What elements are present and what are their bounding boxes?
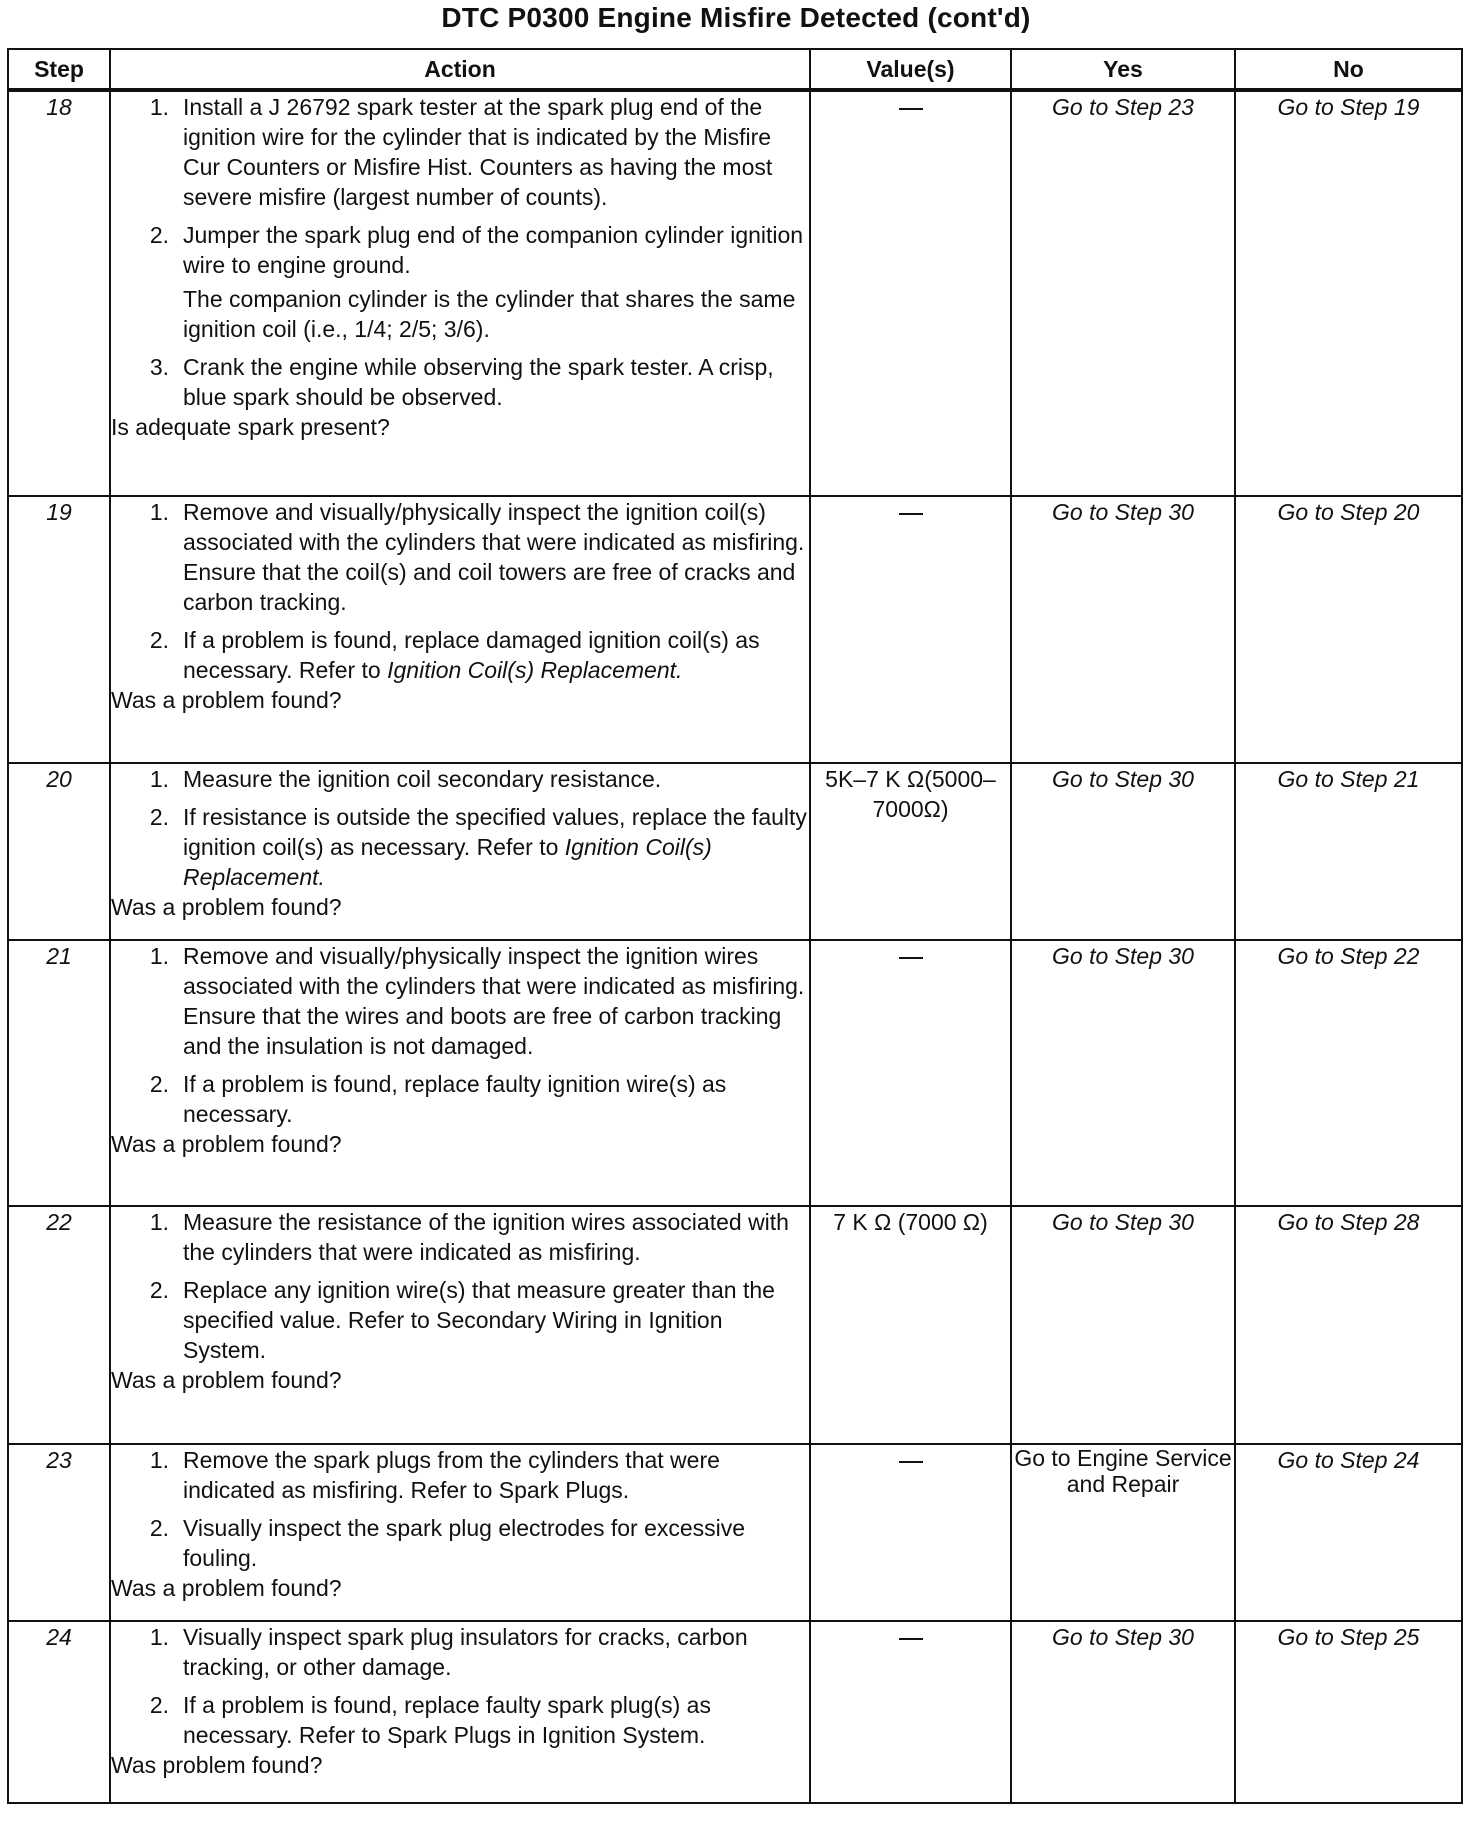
yes-cell: Go to Step 30 [1011,940,1235,1206]
action-item: 1. Remove the spark plugs from the cylinders that were indicated as misfiring. Refer to Spark Plugs. [149,1447,720,1503]
reference-link[interactable]: Ignition Coil(s) Replacement. [183,834,712,890]
column-header-no: No [1235,49,1462,90]
action-item: 2. Visually inspect the spark plug electrodes for excessive fouling. [149,1515,746,1571]
yes-cell: Go to Step 30 [1011,496,1235,763]
value-dash [899,108,923,110]
action-item: 1. Remove and visually/physically inspect the ignition wires associated with the cylinders that were indicated as misfiring. Ensure that the wires and boots are free of carbon tracking and the insulation is not damaged. [149,943,805,1059]
step-number: 19 [8,496,110,763]
action-cell [110,90,810,496]
step-number: 22 [8,1206,110,1444]
column-header-yes: Yes [1011,49,1235,90]
reference-link[interactable]: Ignition Coil(s) Replacement. [387,657,683,683]
action-item: 1. Visually inspect spark plug insulators for cracks, carbon tracking, or other damage. [149,1624,748,1680]
action-note: The companion cylinder is the cylinder that shares the same ignition coil (i.e., 1/4; 2/5; 3/6). [183,286,796,342]
yes-cell: Go to Step 30 [1011,1206,1235,1444]
no-cell: Go to Step 21 [1235,763,1462,940]
value-cell [810,90,1011,496]
value-cell [810,940,1011,1206]
action-item: 1. Measure the resistance of the ignition wires associated with the cylinders that were indicated as misfiring. [149,1209,789,1265]
action-cell [110,1206,810,1444]
column-header-action: Action [110,49,810,90]
diagnostic-table [7,48,1463,1804]
yes-cell: Go to Engine Service and Repair [1011,1444,1235,1621]
table-row [8,763,1462,940]
action-item: 2. If a problem is found, replace damaged ignition coil(s) as necessary. Refer to Ignition Coil(s) Replacement. [149,627,760,683]
action-question: Is adequate spark present? [111,414,390,440]
step-number: 23 [8,1444,110,1621]
column-header-step: Step [8,49,110,90]
step-number: 24 [8,1621,110,1803]
action-question: Was a problem found? [111,1367,342,1393]
no-cell: Go to Step 28 [1235,1206,1462,1444]
step-number: 20 [8,763,110,940]
yes-cell: Go to Step 30 [1011,1621,1235,1803]
action-item: 2. If a problem is found, replace faulty spark plug(s) as necessary. Refer to Spark Plugs in Ignition System. [149,1692,711,1748]
value-dash [899,513,923,515]
yes-cell: Go to Step 23 [1011,90,1235,496]
action-item: 2. Jumper the spark plug end of the companion cylinder ignition wire to engine ground. [149,222,804,278]
table-row [8,1444,1462,1621]
step-number: 21 [8,940,110,1206]
step-number: 18 [8,90,110,496]
table-row [8,496,1462,763]
action-question: Was a problem found? [111,687,342,713]
action-question: Was a problem found? [111,1131,342,1157]
action-item: 2. If resistance is outside the specified values, replace the faulty ignition coil(s) as necessary. Refer to Ignition Coil(s) Replacement. [149,804,807,890]
action-question: Was a problem found? [111,1575,342,1601]
value-dash [899,1461,923,1463]
table-row [8,1206,1462,1444]
action-cell [110,763,810,940]
action-item: 2. If a problem is found, replace faulty ignition wire(s) as necessary. [149,1071,727,1127]
table-row [8,90,1462,496]
action-item: 3. Crank the engine while observing the spark tester. A crisp, blue spark should be observed. [149,354,774,410]
action-cell [110,1621,810,1803]
yes-cell: Go to Step 30 [1011,763,1235,940]
action-cell [110,496,810,763]
column-header-values: Value(s) [810,49,1011,90]
value-cell: 5K–7 K Ω(5000–7000Ω) [810,763,1011,940]
table-row [8,940,1462,1206]
value-cell: 7 K Ω (7000 Ω) [810,1206,1011,1444]
page-title: DTC P0300 Engine Misfire Detected (cont'd) [441,2,1031,33]
no-cell: Go to Step 22 [1235,940,1462,1206]
value-cell [810,496,1011,763]
value-dash [899,957,923,959]
value-dash [899,1638,923,1640]
action-item: 1. Remove and visually/physically inspect the ignition coil(s) associated with the cylinders that were indicated as misfiring. Ensure that the coil(s) and coil towers are free of cracks and carbon tracking. [149,499,805,615]
action-cell [110,940,810,1206]
action-item: 2. Replace any ignition wire(s) that measure greater than the specified value. Refer to Secondary Wiring in Ignition System. [149,1277,775,1363]
value-cell [810,1444,1011,1621]
value-cell [810,1621,1011,1803]
action-item: 1. Install a J 26792 spark tester at the spark plug end of the ignition wire for the cylinder that is indicated by the Misfire Cur Counters or Misfire Hist. Counters as having the most severe misfire (largest number of counts). [149,94,773,210]
no-cell: Go to Step 25 [1235,1621,1462,1803]
no-cell: Go to Step 20 [1235,496,1462,763]
header-row [8,49,1462,90]
action-cell [110,1444,810,1621]
action-question: Was a problem found? [111,894,342,920]
no-cell: Go to Step 24 [1235,1444,1462,1621]
no-cell: Go to Step 19 [1235,90,1462,496]
action-question: Was problem found? [111,1752,323,1778]
table-row [8,1621,1462,1803]
action-item: 1. Measure the ignition coil secondary resistance. [149,766,662,792]
